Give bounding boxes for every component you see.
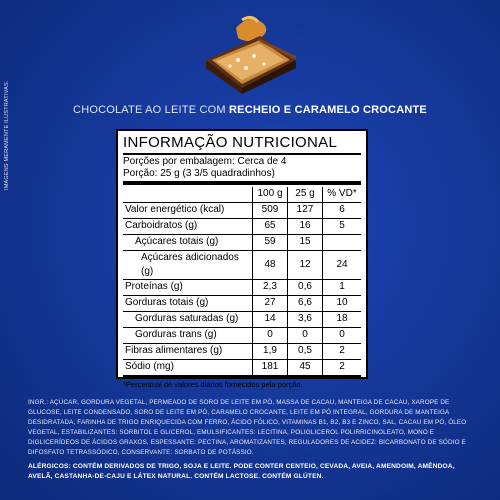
nutrient-value: 2 xyxy=(323,359,362,376)
header-cell: 25 g xyxy=(288,187,323,203)
nutrient-value: 0 xyxy=(288,327,323,343)
nutrient-value: 0 xyxy=(253,327,288,343)
nutrient-value: 27 xyxy=(253,295,288,311)
table-row xyxy=(123,359,361,376)
table-row xyxy=(123,202,361,218)
portion-size: Porção: 25 g (3 3/5 quadradinhos) xyxy=(123,167,275,179)
table-row xyxy=(123,218,361,234)
nutrient-value: 6,6 xyxy=(288,295,323,311)
nutrient-value: 48 xyxy=(253,250,288,279)
nutrient-value: 24 xyxy=(323,250,362,279)
nutrient-value: 0,6 xyxy=(288,279,323,295)
nutrition-facts-label xyxy=(116,129,368,389)
nutrient-value: 0 xyxy=(323,327,362,343)
nutrient-value: 2,3 xyxy=(253,279,288,295)
daily-value-footnote: *Percentual de valores diários fornecidos pela porção. xyxy=(123,379,303,389)
nutrient-name: Gorduras trans (g) xyxy=(135,329,217,340)
nutrient-value: 14 xyxy=(253,311,288,327)
nutrition-table xyxy=(123,187,361,378)
nutrient-value: 12 xyxy=(288,250,323,279)
table-row xyxy=(123,279,361,295)
nutrient-name: Açúcares totais (g) xyxy=(135,236,219,247)
subtitle-highlight: RECHEIO E CARAMELO CROCANTE xyxy=(229,104,427,116)
nutrient-name: Fibras alimentares (g) xyxy=(125,345,223,356)
nutrient-name: Valor energético (kcal) xyxy=(125,204,225,215)
nutrient-name: Gorduras totais (g) xyxy=(125,297,209,308)
table-row xyxy=(123,327,361,343)
nutrient-value: 0,5 xyxy=(288,343,323,359)
nutrient-value xyxy=(323,234,362,250)
chocolate-piece-image xyxy=(198,10,303,94)
nutrient-value: 10 xyxy=(323,295,362,311)
allergen-warning: ALÉRGICOS: CONTÉM DERIVADOS DE TRIGO, SOJA E LEITE. PODE CONTER CENTEIO, CEVADA, AVEIA, AMENDOIM, AMÊNDOA, AVELÃ, CASTANHA-DE-CAJU E LÁTEX NATURAL. CONTÉM LACTOSE. CONTÉM GLÚTEN. xyxy=(28,463,455,480)
nutrient-name: Proteínas (g) xyxy=(125,281,183,292)
table-row xyxy=(123,311,361,327)
table-row xyxy=(123,250,361,279)
nutrient-value: 45 xyxy=(288,359,323,376)
nutrient-name: Gorduras saturadas (g) xyxy=(135,313,239,324)
nutrient-value: 59 xyxy=(253,234,288,250)
nutrient-name: Sódio (mg) xyxy=(125,361,174,372)
table-row xyxy=(123,343,361,359)
nutrient-value: 15 xyxy=(288,234,323,250)
nutrient-value: 127 xyxy=(288,202,323,218)
nutrient-value: 6 xyxy=(323,202,362,218)
nutrient-value: 2 xyxy=(323,343,362,359)
nutrient-value: 3,6 xyxy=(288,311,323,327)
nutrient-value: 5 xyxy=(323,218,362,234)
product-subtitle xyxy=(0,104,500,116)
illustrative-images-note: IMAGENS MERAMENTE ILUSTRATIVAS. xyxy=(4,80,10,190)
nutrition-title: INFORMAÇÃO NUTRICIONAL xyxy=(123,134,338,151)
nutrient-value: 509 xyxy=(253,202,288,218)
subtitle-prefix: CHOCOLATE AO LEITE COM xyxy=(73,104,230,116)
table-row xyxy=(123,295,361,311)
header-cell: 100 g xyxy=(253,187,288,203)
nutrient-value: 65 xyxy=(253,218,288,234)
nutrient-value: 1 xyxy=(323,279,362,295)
header-cell: % VD* xyxy=(323,187,362,203)
nutrient-name: Carboidratos (g) xyxy=(125,220,198,231)
ingredients-list: INGR.: AÇÚCAR, GORDURA VEGETAL, PERMEADO DE SORO DE LEITE EM PÓ, MASSA DE CACAU, MANTEIGA DE CACAU, XAROPE DE GLUCOSE, LEITE CONDENSADO, SORO DE LEITE EM PÓ, CARAMELO CROCANTE, LEITE EM PÓ INTEGRAL, GORDURA DE MANTEIGA DESIDRATADA, FARINHA DE TRIGO ENRIQUECIDA COM FERRO, ÁCIDO FÓLICO, VITAMINAS B1, B2, B3 E ZINCO, SAL, CACAU EM PÓ, ÓLEO VEGETAL, ESTABILIZANTES: SORBITOL E GLICEROL, EMULSIFICANTES: LECITINA, POLIGLICEROL POLIRRICINOLEATO, MONO E DIGLICERÍDEOS DE ÁCIDOS GRAXOS, ESPESSANTE: PECTINA, AROMATIZANTES, REGULADORES DE ACIDEZ: BICARBONATO DE SÓDIO E DIFOSFATO TETRASSÓDICO, CONSERVANTE: SORBATO DE POTÁSSIO. xyxy=(28,399,467,456)
table-header-row xyxy=(123,187,361,203)
table-row xyxy=(123,234,361,250)
nutrient-value: 18 xyxy=(323,311,362,327)
nutrient-value: 16 xyxy=(288,218,323,234)
nutrient-name: Açúcares adicionados (g) xyxy=(141,251,239,277)
nutrient-value: 181 xyxy=(253,359,288,376)
servings-per-package: Porções por embalagem: Cerca de 4 xyxy=(123,155,287,167)
header-cell xyxy=(123,187,253,203)
nutrient-value: 1,9 xyxy=(253,343,288,359)
